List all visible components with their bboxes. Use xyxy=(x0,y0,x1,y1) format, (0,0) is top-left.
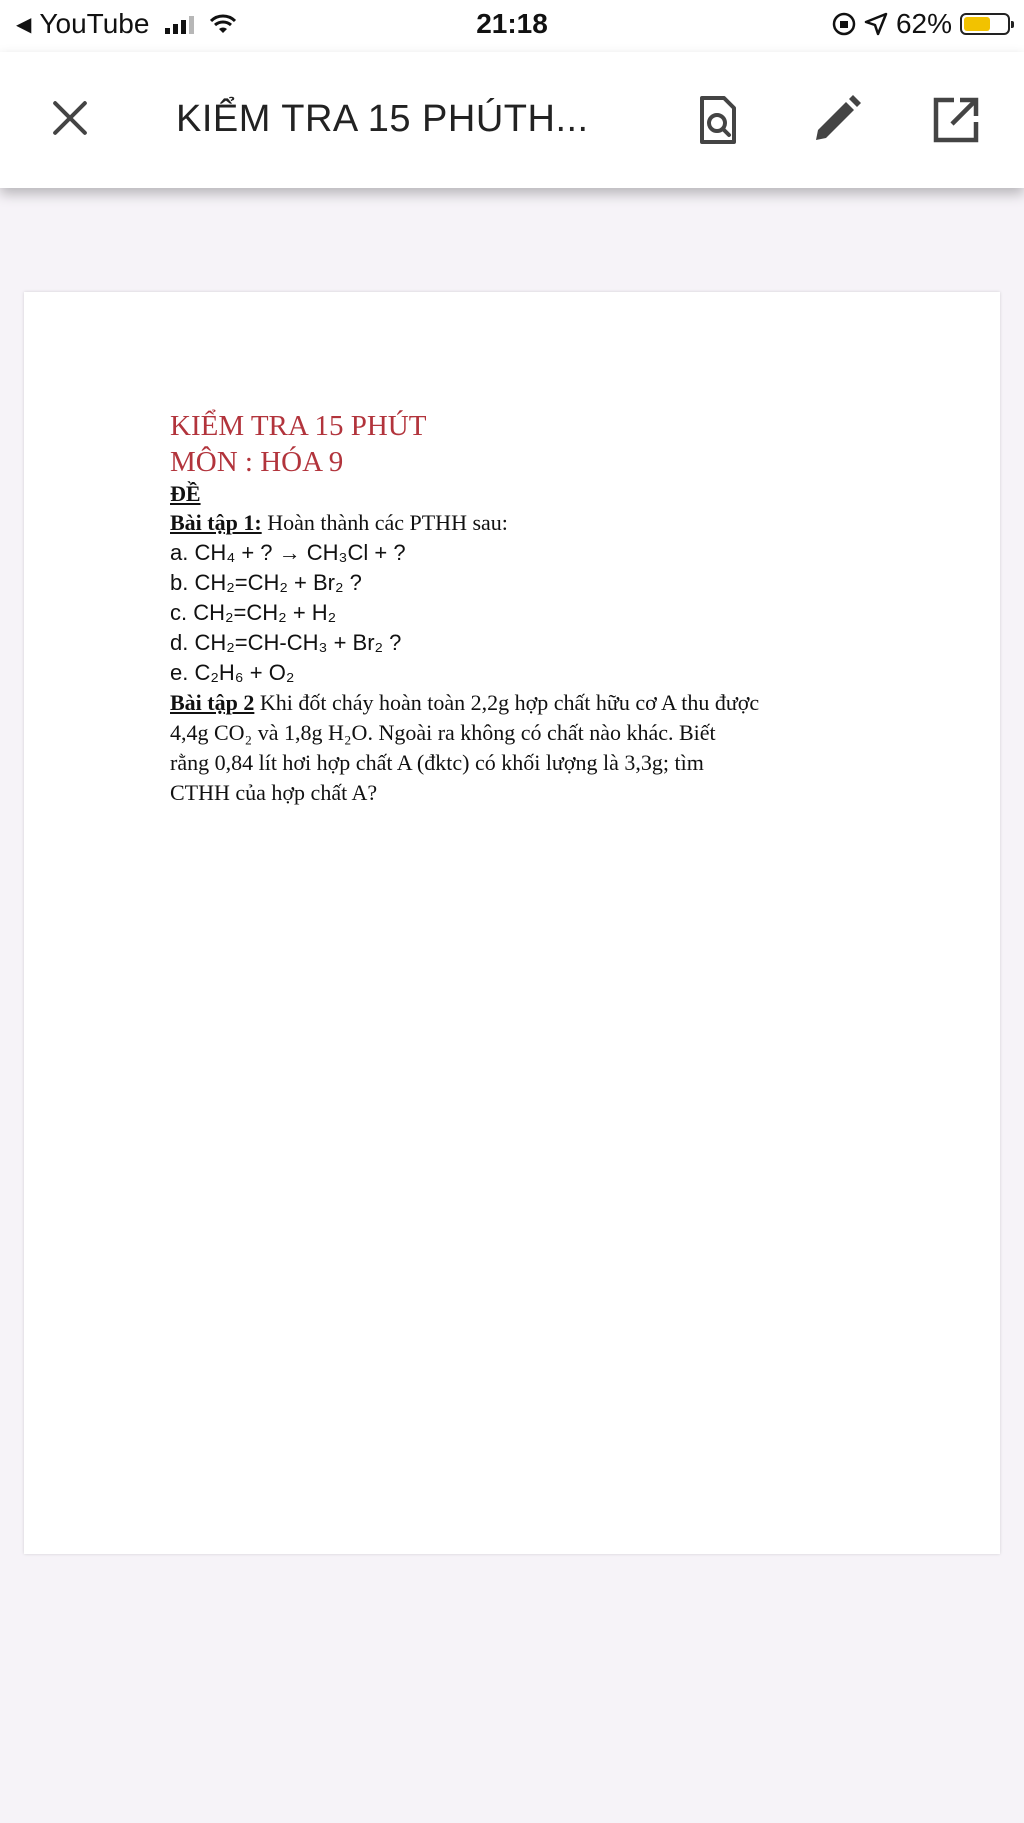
equation-e: e. C₂H₆ + O₂ xyxy=(170,660,295,685)
exercise-2-line-3: rằng 0,84 lít hơi hợp chất A (đktc) có khối lượng là 3,3g; tìm xyxy=(170,750,704,775)
doc-heading-subject: MÔN : HÓA 9 xyxy=(170,446,344,478)
exercise-2-line-4: CTHH của hợp chất A? xyxy=(170,780,378,805)
location-arrow-icon xyxy=(864,12,888,36)
app-bar xyxy=(0,52,1024,188)
exercise-2-line-1 xyxy=(170,688,890,718)
status-right xyxy=(832,8,1010,40)
exercise-2-label: Bài tập 2 xyxy=(170,690,255,715)
close-icon[interactable] xyxy=(44,92,96,144)
clock: 21:18 xyxy=(476,8,548,39)
exercise-1-label: Bài tập 1: xyxy=(170,510,262,535)
exercise-1-text: Hoàn thành các PTHH sau: xyxy=(261,510,508,535)
edit-pencil-icon[interactable] xyxy=(808,92,864,148)
equation-a: a. CH₄ + ? → CH₃Cl + ? xyxy=(170,540,406,565)
document-page xyxy=(24,292,1000,1554)
battery-percent: 62% xyxy=(895,8,952,39)
back-app-label: YouTube xyxy=(39,8,150,39)
status-bar xyxy=(0,0,1024,52)
orientation-lock-icon xyxy=(832,12,856,36)
equation-b: b. CH₂=CH₂ + Br₂ ? xyxy=(170,570,362,595)
document-title: KIỂM TRA 15 PHÚTH... xyxy=(176,98,589,140)
exercise-2-line-2: 4,4g CO₂ và 1,8g H₂O. Ngoài ra không có chất nào khác. Biết xyxy=(170,720,716,745)
open-external-icon[interactable] xyxy=(928,92,984,148)
exercise-2-text-1: Khi đốt cháy hoàn toàn 2,2g hợp chất hữu cơ A thu được xyxy=(254,690,760,715)
equation-c: c. CH₂=CH₂ + H₂ xyxy=(170,600,337,625)
document-content xyxy=(170,408,890,808)
battery-icon xyxy=(960,13,1010,35)
doc-heading-title: KIỂM TRA 15 PHÚT xyxy=(170,410,427,442)
exercise-1-prompt xyxy=(170,508,890,538)
doc-de-label: ĐỀ xyxy=(170,481,201,506)
equation-d: d. CH₂=CH-CH₃ + Br₂ ? xyxy=(170,630,402,655)
document-search-icon[interactable] xyxy=(688,92,744,148)
back-arrow-icon: ◀ xyxy=(16,13,32,36)
battery-fill xyxy=(964,17,990,31)
